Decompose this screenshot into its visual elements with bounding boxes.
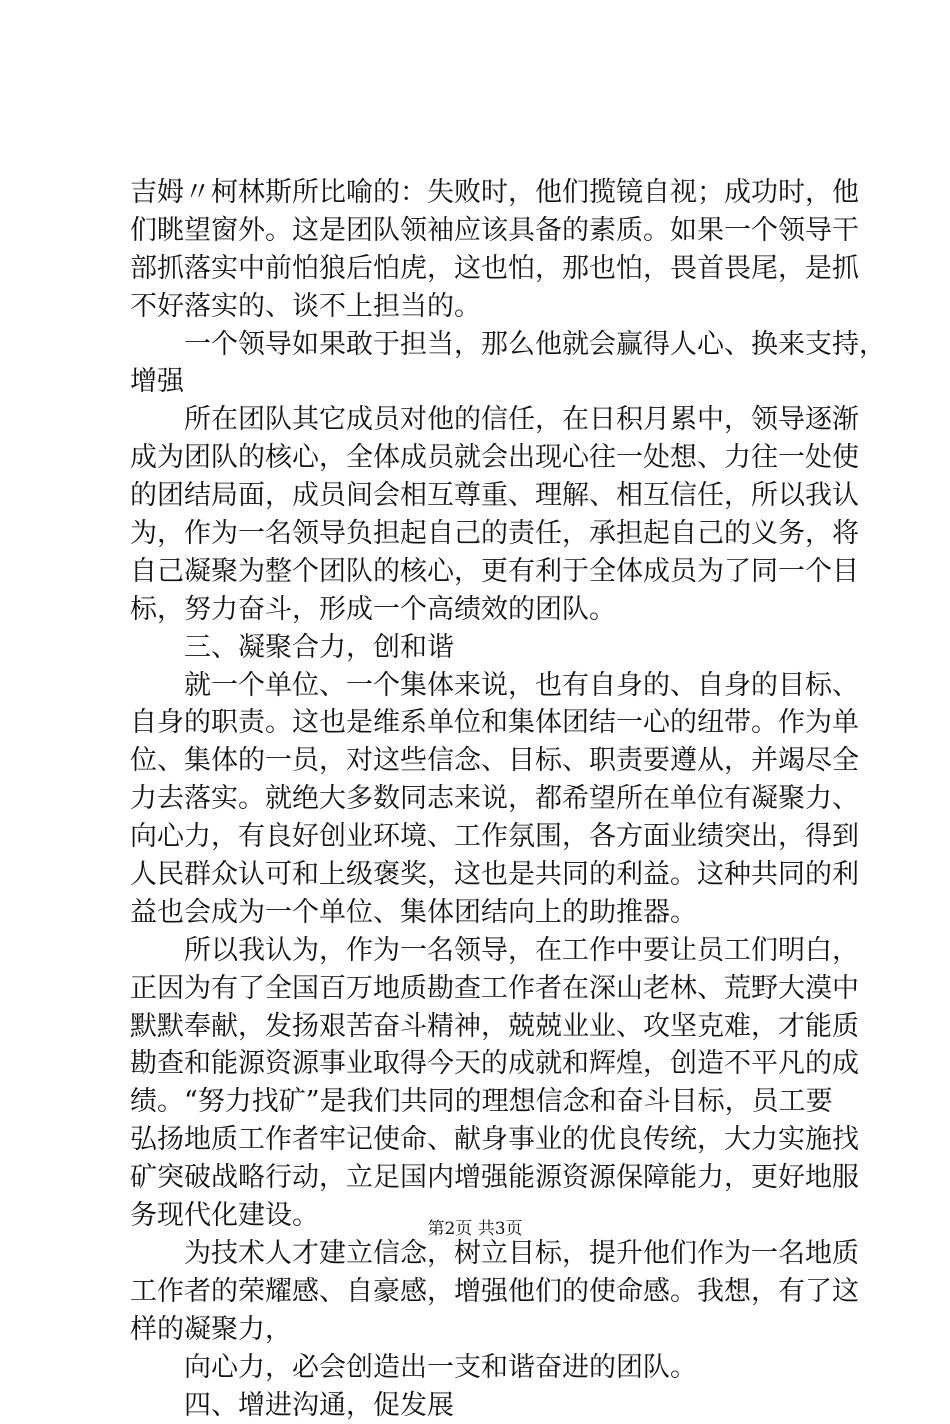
text-line: 矿突破战略行动，立足国内增强能源资源保障能力，更好地服 — [130, 1159, 830, 1197]
text-line: 三、凝聚合力，创和谐 — [130, 629, 830, 667]
text-line: 务现代化建设。 — [130, 1197, 830, 1235]
text-line: 工作者的荣耀感、自豪感，增强他们的使命感。我想，有了这 — [130, 1273, 830, 1311]
text-line: 自身的职责。这也是维系单位和集体团结一心的纽带。作为单 — [130, 704, 830, 742]
text-line: 所以我认为，作为一名领导，在工作中要让员工们明白， — [130, 932, 830, 970]
text-line: 力去落实。就绝大多数同志来说，都希望所在单位有凝聚力、 — [130, 780, 830, 818]
text-line: 位、集体的一员，对这些信念、目标、职责要遵从，并竭尽全 — [130, 742, 830, 780]
text-line: 成为团队的核心，全体成员就会出现心往一处想、力往一处使 — [130, 439, 830, 477]
text-line: 所在团队其它成员对他的信任，在日积月累中，领导逐渐 — [130, 401, 830, 439]
text-line: 为，作为一名领导负担起自己的责任，承担起自己的义务，将 — [130, 515, 830, 553]
text-line: 益也会成为一个单位、集体团结向上的助推器。 — [130, 894, 830, 932]
text-line: 部抓落实中前怕狼后怕虎，这也怕，那也怕，畏首畏尾，是抓 — [130, 250, 830, 288]
text-line: 向心力，有良好创业环境、工作氛围，各方面业绩突出，得到 — [130, 818, 830, 856]
text-line: 样的凝聚力， — [130, 1311, 830, 1349]
text-line: 正因为有了全国百万地质勘查工作者在深山老林、荒野大漠中 — [130, 970, 830, 1008]
text-line: 四、增进沟通，促发展 — [130, 1387, 830, 1424]
text-line: 人民群众认可和上级褒奖，这也是共同的利益。这种共同的利 — [130, 856, 830, 894]
text-line: 勘查和能源资源事业取得今天的成就和辉煌，创造不平凡的成 — [130, 1045, 830, 1083]
text-line: 为技术人才建立信念，树立目标，提升他们作为一名地质 — [130, 1235, 830, 1273]
text-line: 弘扬地质工作者牢记使命、献身事业的优良传统，大力实施找 — [130, 1121, 830, 1159]
text-line: 吉姆〃柯林斯所比喻的：失败时，他们揽镜自视；成功时，他 — [130, 174, 830, 212]
text-line: 不好落实的、谈不上担当的。 — [130, 288, 830, 326]
text-line: 增强 — [130, 363, 830, 401]
text-line: 默默奉献，发扬艰苦奋斗精神，兢兢业业、攻坚克难，才能质 — [130, 1008, 830, 1046]
text-line: 向心力，必会创造出一支和谐奋进的团队。 — [130, 1349, 830, 1387]
text-line: 就一个单位、一个集体来说，也有自身的、自身的目标、 — [130, 667, 830, 705]
text-line: 一个领导如果敢于担当，那么他就会赢得人心、换来支持， — [130, 326, 830, 364]
text-line: 绩。“努力找矿”是我们共同的理想信念和奋斗目标，员工要 — [130, 1083, 830, 1121]
page-footer: 第2页 共3页 — [0, 1214, 950, 1239]
text-line: 标，努力奋斗，形成一个高绩效的团队。 — [130, 591, 830, 629]
text-line: 们眺望窗外。这是团队领袖应该具备的素质。如果一个领导干 — [130, 212, 830, 250]
text-line: 自己凝聚为整个团队的核心，更有利于全体成员为了同一个目 — [130, 553, 830, 591]
text-line: 的团结局面，成员间会相互尊重、理解、相互信任，所以我认 — [130, 477, 830, 515]
